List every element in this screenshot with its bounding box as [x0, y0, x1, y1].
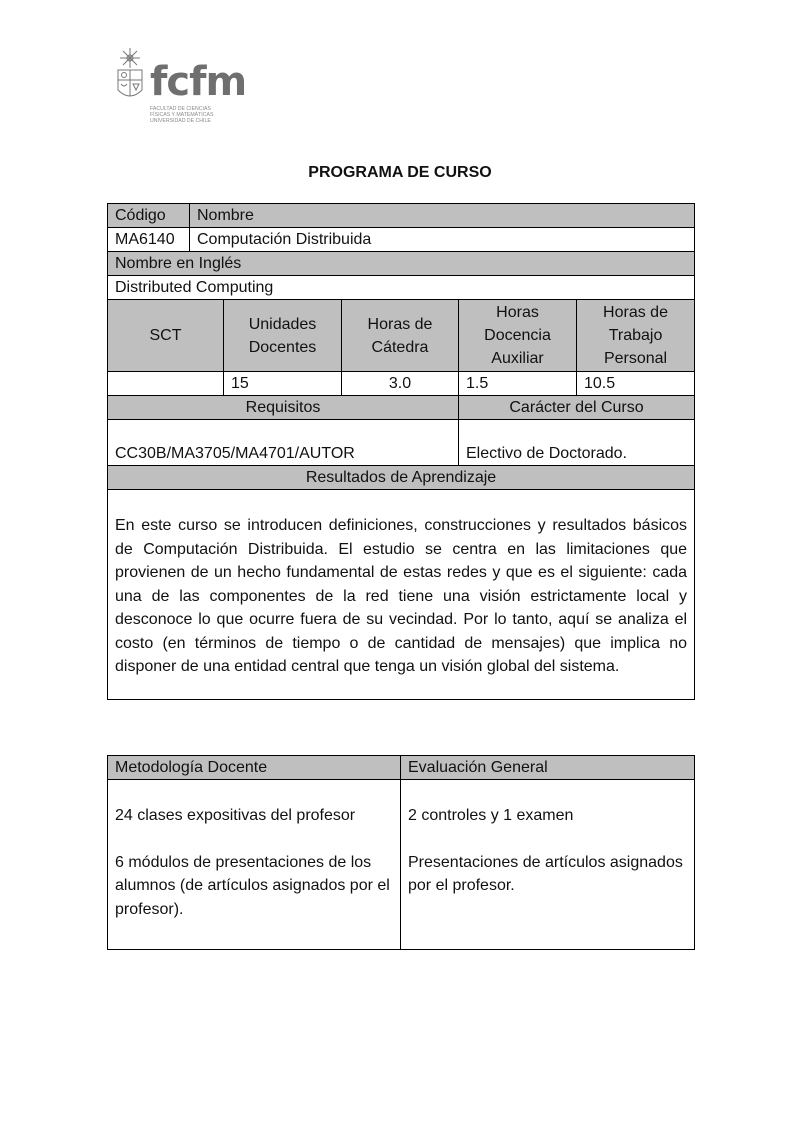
column-horas-trabajo-personal: Horas de Trabajo Personal: [577, 300, 695, 372]
evaluation-content: [401, 780, 695, 950]
character-label: Carácter del Curso: [459, 396, 695, 420]
logo-subtitle: FACULTAD DE CIENCIAS FÍSICAS Y MATEMÁTICAS UNIVERSIDAD DE CHILE: [150, 106, 214, 124]
evaluation-item: 2 controles y 1 examen: [408, 807, 574, 824]
english-name-label: Nombre en Inglés: [108, 252, 695, 276]
evaluation-item: Presentaciones de artículos asignados por el profesor.: [408, 853, 683, 894]
university-seal-icon: [112, 48, 148, 106]
document-title: PROGRAMA DE CURSO: [308, 164, 492, 181]
column-sct: SCT: [108, 300, 224, 372]
column-horas-catedra: Horas de Cátedra: [342, 300, 459, 372]
name-label: Nombre: [190, 204, 695, 228]
methodology-label: Metodología Docente: [108, 756, 401, 780]
course-name: Computación Distribuida: [190, 228, 695, 252]
requisites-label: Requisitos: [108, 396, 459, 420]
course-info-table: [107, 203, 695, 700]
fcfm-logo: [112, 44, 247, 132]
course-code: MA6140: [108, 228, 190, 252]
value-horas-trabajo-personal: 10.5: [577, 372, 695, 396]
methodology-evaluation-table: [107, 755, 695, 950]
value-horas-docencia-auxiliar: 1.5: [459, 372, 577, 396]
code-label: Código: [108, 204, 190, 228]
outcomes-label: Resultados de Aprendizaje: [108, 466, 695, 490]
english-name: Distributed Computing: [108, 276, 695, 300]
requisites-value: CC30B/MA3705/MA4701/AUTOR: [108, 420, 459, 466]
value-horas-catedra: 3.0: [342, 372, 459, 396]
methodology-content: [108, 780, 401, 950]
outcomes-text: En este curso se introducen definiciones, construcciones y resultados básicos de Computación Distribuida. El estudio se centra en las limitaciones que provienen de un hecho fundamental de estas redes y que es el siguiente: cada una de las componentes de la red tiene una visión estrictamente local y desconoce lo que ocurre fuera de su vecindad. Por lo tanto, aquí se analiza el costo (en términos de tiempo o de cantidad de mensajes) que implica no disponer de una entidad central que tenga un visión global del sistema.: [108, 490, 695, 700]
value-unidades-docentes: 15: [224, 372, 342, 396]
character-value: Electivo de Doctorado.: [459, 420, 695, 466]
value-sct: [108, 372, 224, 396]
methodology-item: 6 módulos de presentaciones de los alumnos (de artículos asignados por el profesor).: [115, 853, 390, 918]
logo-wordmark: fcfm: [150, 59, 247, 105]
column-horas-docencia-auxiliar: Horas Docencia Auxiliar: [459, 300, 577, 372]
column-unidades-docentes: Unidades Docentes: [224, 300, 342, 372]
methodology-item: 24 clases expositivas del profesor: [115, 807, 356, 824]
evaluation-label: Evaluación General: [401, 756, 695, 780]
